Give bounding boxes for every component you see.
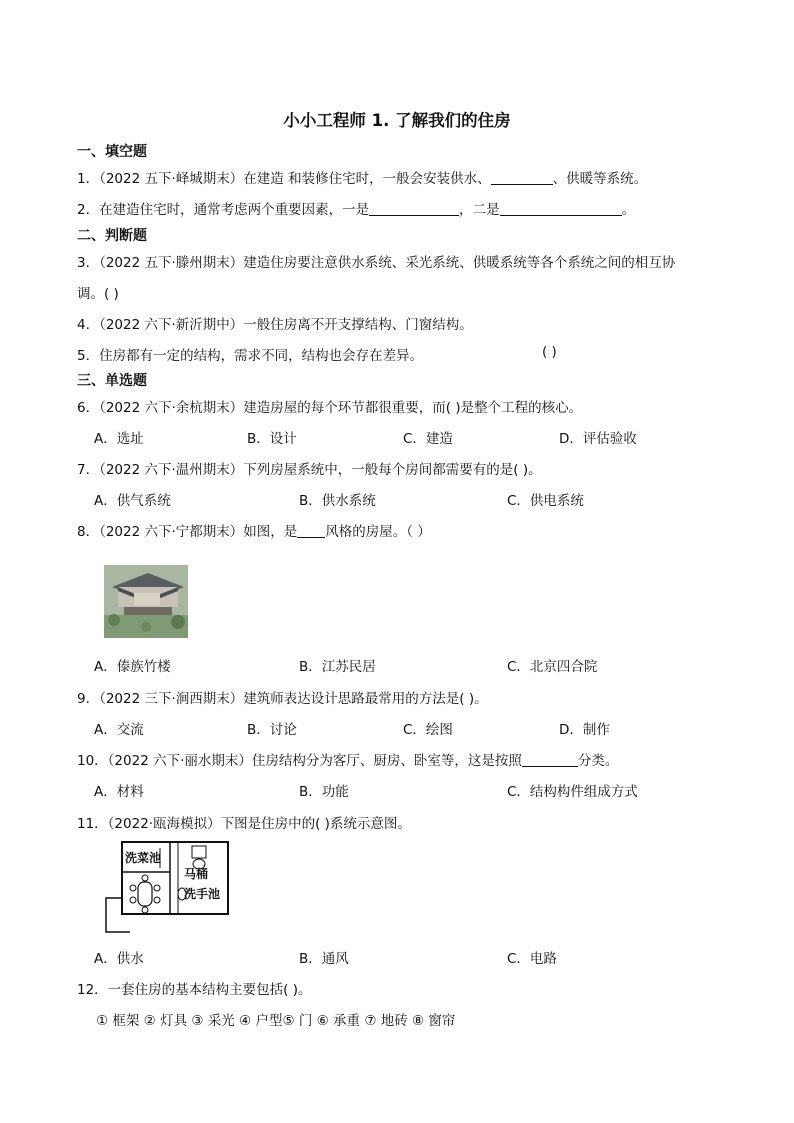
option-d[interactable]: D．制作	[559, 722, 610, 738]
question-5: 5．住房都有一定的结构，需求不同，结构也会存在差异。	[77, 348, 424, 364]
water-supply-diagram	[100, 838, 232, 936]
question-12: 12．一套住房的基本结构主要包括( )。	[77, 982, 312, 998]
option-a[interactable]: A．供水	[94, 951, 144, 967]
option-c[interactable]: C．电路	[507, 951, 557, 967]
question-10	[77, 749, 618, 769]
fig-label-sink: 洗菜池	[125, 851, 162, 865]
question-1-text-b: 、供暖等系统。	[552, 171, 648, 187]
question-8	[77, 520, 431, 540]
answer-blank[interactable]	[369, 201, 459, 216]
fig-label-washbasin: 洗手池	[184, 887, 221, 901]
option-b[interactable]: B．讨论	[247, 722, 297, 738]
option-b[interactable]: B．设计	[247, 431, 297, 447]
option-a[interactable]: A．傣族竹楼	[94, 659, 171, 675]
question-11: 11．（2022·瓯海模拟）下图是住房中的( )系统示意图。	[77, 816, 411, 832]
option-b[interactable]: B．江苏民居	[299, 659, 376, 675]
question-10-text-b: 分类。	[577, 753, 619, 769]
question-1-text-a: 1．（2022 五下·峄城期末）在建造 和装修住宅时，一般会安装供水、	[77, 171, 491, 187]
answer-blank[interactable]	[491, 170, 553, 185]
fig-label-toilet: 马桶	[184, 867, 209, 881]
answer-blank[interactable]	[500, 201, 622, 216]
option-c[interactable]: C．结构构件组成方式	[507, 784, 638, 800]
question-2	[77, 198, 635, 218]
question-2-text-b: ，二是	[459, 202, 500, 218]
question-12-options: ① 框架 ② 灯具 ③ 采光 ④ 户型⑤ 门 ⑥ 承重 ⑦ 地砖 ⑧ 窗帘	[96, 1013, 456, 1029]
option-c[interactable]: C．北京四合院	[507, 659, 598, 675]
option-b[interactable]: B．功能	[299, 784, 349, 800]
question-2-text-a: 2．在建造住宅时，通常考虑两个重要因素，一是	[77, 202, 370, 218]
option-c[interactable]: C．供电系统	[507, 493, 584, 509]
option-a[interactable]: A．供气系统	[94, 493, 171, 509]
question-1	[77, 167, 647, 187]
question-8-text-b: 风格的房屋。（ ）	[325, 524, 431, 540]
question-8-text-a: 8．（2022 六下·宁都期末）如图，是	[77, 524, 298, 540]
answer-blank[interactable]	[522, 752, 578, 767]
section-fill-blank: 一、填空题	[77, 144, 147, 160]
option-b[interactable]: B．通风	[299, 951, 349, 967]
option-c[interactable]: C．建造	[403, 431, 453, 447]
answer-blank[interactable]	[297, 523, 325, 538]
section-single-choice: 三、单选题	[77, 373, 147, 389]
section-true-false: 二、判断题	[77, 228, 147, 244]
option-a[interactable]: A．材料	[94, 784, 144, 800]
question-9: 9．（2022 三下·涧西期末）建筑师表达设计思路最常用的方法是( )。	[77, 691, 488, 707]
question-7: 7．（2022 六下·温州期末）下列房屋系统中，一般每个房间都需要有的是( )。	[77, 462, 542, 478]
question-6: 6．（2022 六下·余杭期末）建造房屋的每个环节都很重要，而( )是整个工程的核心。	[77, 400, 583, 416]
option-b[interactable]: B．供水系统	[299, 493, 376, 509]
courtyard-house-photo	[104, 565, 188, 638]
question-10-text-a: 10．（2022 六下·丽水期末）住房结构分为客厅、厨房、卧室等，这是按照	[77, 753, 522, 769]
page-title: 小小工程师 1. 了解我们的住房	[283, 111, 511, 130]
question-3-line-1: 3．（2022 五下·滕州期末）建造住房要注意供水系统、采光系统、供暖系统等各个系统之间的相互协	[77, 255, 676, 271]
option-d[interactable]: D．评估验收	[559, 431, 637, 447]
question-5-answer-paren[interactable]: ( )	[542, 344, 557, 360]
option-c[interactable]: C．绘图	[403, 722, 453, 738]
question-3-line-2: 调。( )	[77, 286, 119, 302]
question-4: 4．（2022 六下·新沂期中）一般住房离不开支撑结构、门窗结构。	[77, 317, 473, 333]
option-a[interactable]: A．交流	[94, 722, 144, 738]
option-a[interactable]: A．选址	[94, 431, 144, 447]
question-2-text-c: 。	[621, 202, 636, 218]
